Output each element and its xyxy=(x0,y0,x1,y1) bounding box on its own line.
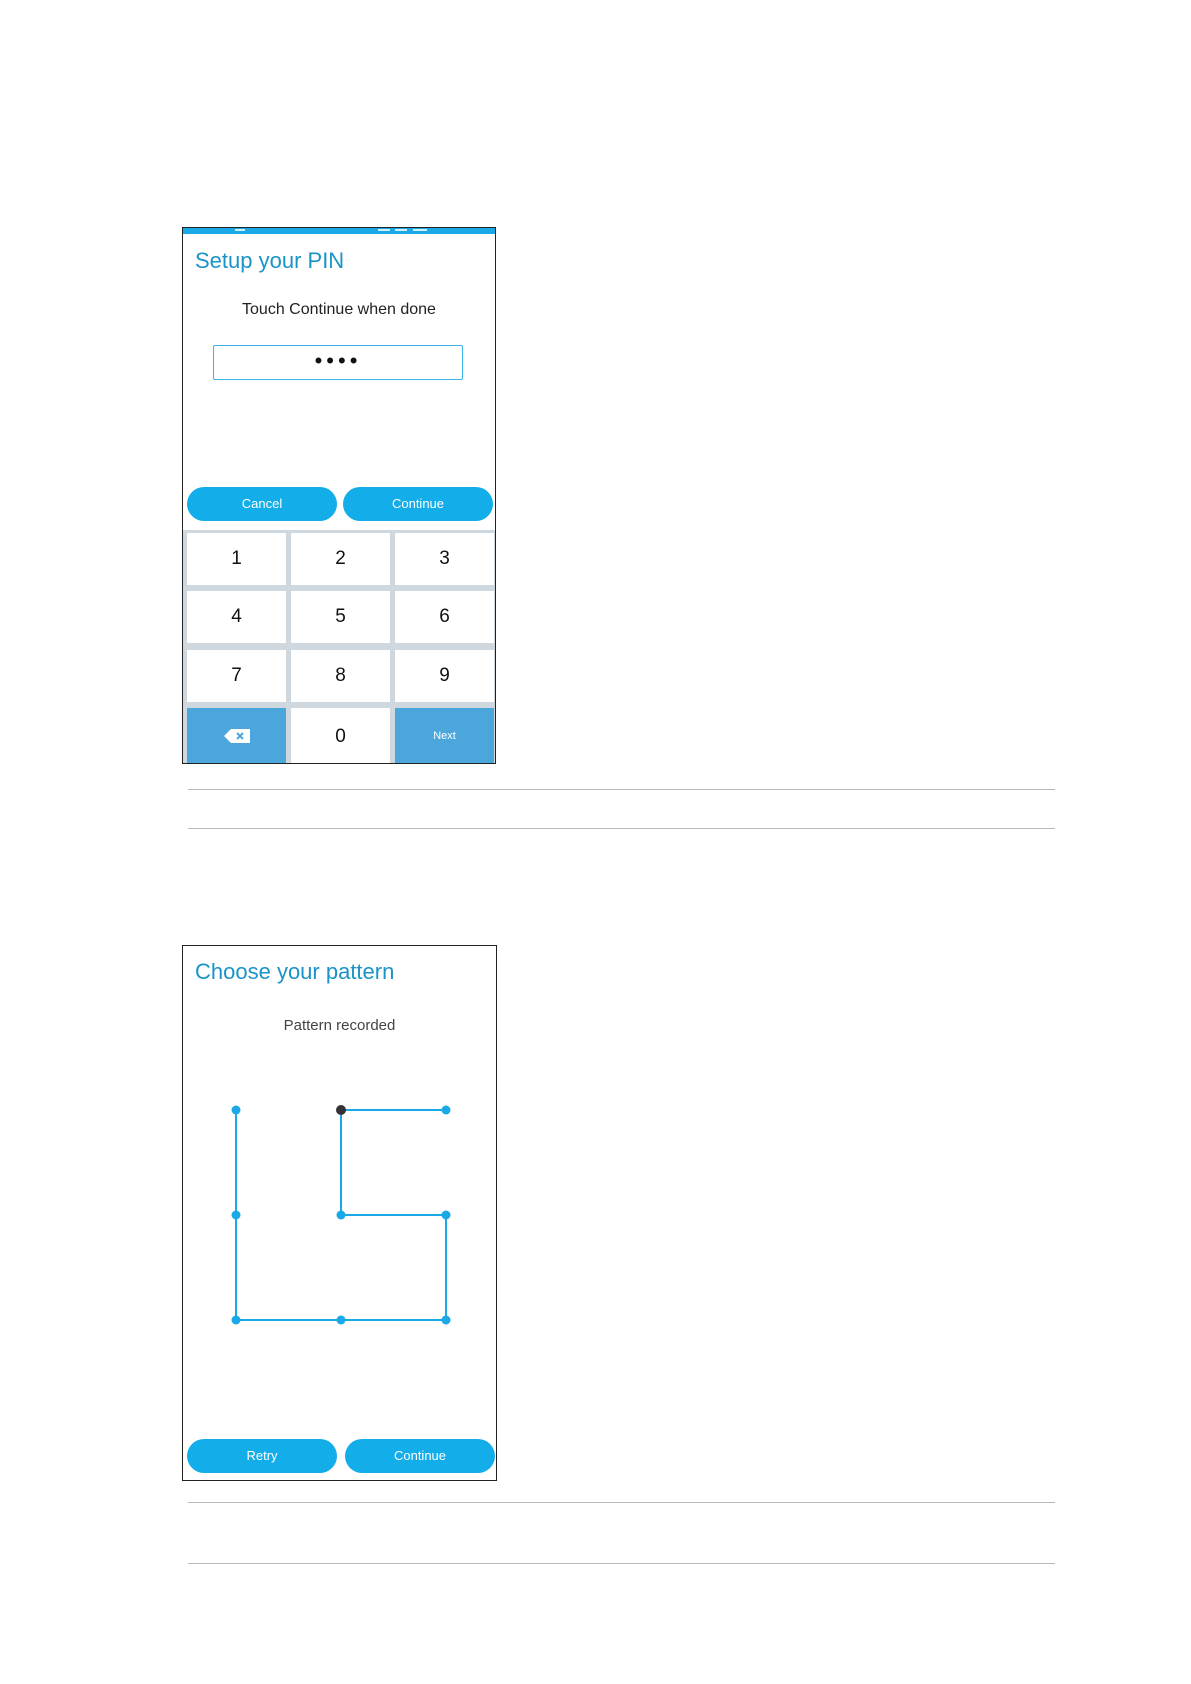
pin-setup-screen xyxy=(182,227,496,764)
page-title: Choose your pattern xyxy=(195,959,395,984)
page-title: Setup your PIN xyxy=(195,248,345,273)
pattern-setup-screen xyxy=(182,945,497,1481)
pin-input[interactable]: •••• xyxy=(213,345,463,380)
pattern-dot[interactable] xyxy=(442,1106,451,1115)
key-7[interactable]: 7 xyxy=(187,650,286,702)
divider xyxy=(188,1563,1055,1564)
pattern-grid[interactable] xyxy=(183,946,497,1481)
delete-key[interactable] xyxy=(187,708,286,764)
next-key[interactable]: Next xyxy=(395,708,494,764)
continue-button[interactable]: Continue xyxy=(345,1439,495,1473)
key-4[interactable]: 4 xyxy=(187,591,286,643)
pattern-dot[interactable] xyxy=(232,1106,241,1115)
divider xyxy=(188,789,1055,790)
divider xyxy=(188,828,1055,829)
key-8[interactable]: 8 xyxy=(291,650,390,702)
continue-button[interactable]: Continue xyxy=(343,487,493,521)
numeric-keypad xyxy=(183,530,496,764)
divider xyxy=(188,1502,1055,1503)
pattern-dot[interactable] xyxy=(337,1316,346,1325)
pattern-dot[interactable] xyxy=(336,1105,346,1115)
status-bar xyxy=(183,228,495,234)
wifi-icon xyxy=(378,229,390,231)
battery-icon xyxy=(413,229,427,231)
pattern-dot[interactable] xyxy=(337,1211,346,1220)
cancel-button[interactable]: Cancel xyxy=(187,487,337,521)
instruction-text: Touch Continue when done xyxy=(242,301,436,318)
key-9[interactable]: 9 xyxy=(395,650,494,702)
key-5[interactable]: 5 xyxy=(291,591,390,643)
key-1[interactable]: 1 xyxy=(187,533,286,585)
signal-icon xyxy=(395,229,407,231)
key-6[interactable]: 6 xyxy=(395,591,494,643)
pattern-status-text: Pattern recorded xyxy=(283,1017,396,1034)
key-3[interactable]: 3 xyxy=(395,533,494,585)
backspace-icon xyxy=(224,729,250,743)
key-0[interactable]: 0 xyxy=(291,708,390,764)
retry-button[interactable]: Retry xyxy=(187,1439,337,1473)
notification-icon xyxy=(235,229,245,231)
pattern-dot[interactable] xyxy=(442,1211,451,1220)
key-2[interactable]: 2 xyxy=(291,533,390,585)
pattern-dot[interactable] xyxy=(442,1316,451,1325)
pattern-dot[interactable] xyxy=(232,1211,241,1220)
pattern-dot[interactable] xyxy=(232,1316,241,1325)
